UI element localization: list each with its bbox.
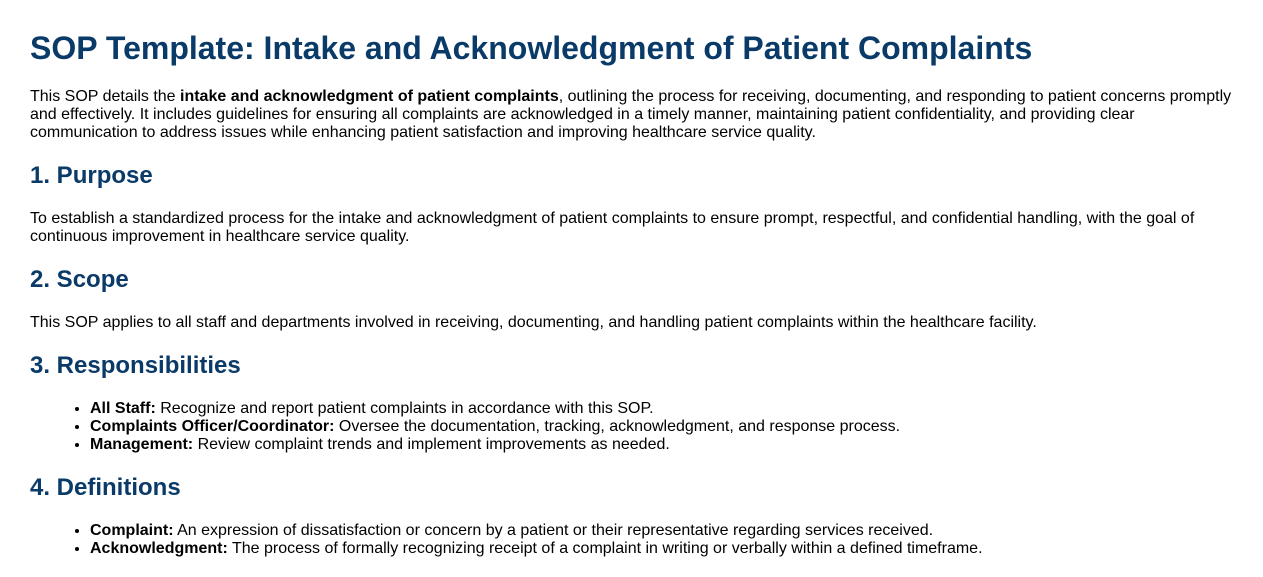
scope-text: This SOP applies to all staff and departments involved in receiving, documenting, and handling patient complaints within the healthcare facility. (30, 314, 1037, 331)
list-item-term: Management: (90, 436, 194, 453)
responsibilities-heading: 3. Responsibilities (30, 352, 241, 379)
list-item (90, 436, 1233, 454)
list-item (90, 418, 1233, 436)
intro-paragraph (30, 88, 1233, 142)
list-item-term: All Staff: (90, 400, 156, 417)
purpose-text: To establish a standardized process for the intake and acknowledgment of patient complaints to ensure prompt, respectful, and confidential handling, with the goal of continuous improvement in healthcare service quality. (30, 210, 1195, 245)
intro-text-bold: intake and acknowledgment of patient complaints (180, 88, 559, 105)
purpose-heading: 1. Purpose (30, 162, 153, 189)
list-item-description: Recognize and report patient complaints in accordance with this SOP. (155, 400, 654, 417)
definitions-heading: 4. Definitions (30, 474, 181, 501)
list-item-term: Acknowledgment: (90, 540, 228, 557)
list-item (90, 522, 1233, 540)
page-title: SOP Template: Intake and Acknowledgment of Patient Complaints (30, 30, 1033, 66)
responsibilities-list (30, 400, 1233, 454)
list-item-term: Complaints Officer/Coordinator: (90, 418, 335, 435)
definitions-list (30, 522, 1233, 558)
scope-heading: 2. Scope (30, 266, 129, 293)
list-item (90, 400, 1233, 418)
intro-text-start: This SOP details the (30, 88, 180, 105)
list-item-description: An expression of dissatisfaction or concern by a patient or their representative regarding services received. (173, 522, 934, 539)
list-item (90, 540, 1233, 558)
list-item-term: Complaint: (90, 522, 174, 539)
list-item-description: Oversee the documentation, tracking, acknowledgment, and response process. (334, 418, 901, 435)
intro-text-end: , outlining the process for receiving, documenting, and responding to patient concerns promptly and effectively. It includes guidelines for ensuring all complaints are acknowledged in a timely manner, maintaining patient confidentiality, and providing clear communication to address issues while enhancing patient satisfaction and improving healthcare service quality. (30, 88, 1232, 141)
list-item-description: The process of formally recognizing receipt of a complaint in writing or verbally within a defined timeframe. (227, 540, 983, 557)
list-item-description: Review complaint trends and implement improvements as needed. (193, 436, 670, 453)
